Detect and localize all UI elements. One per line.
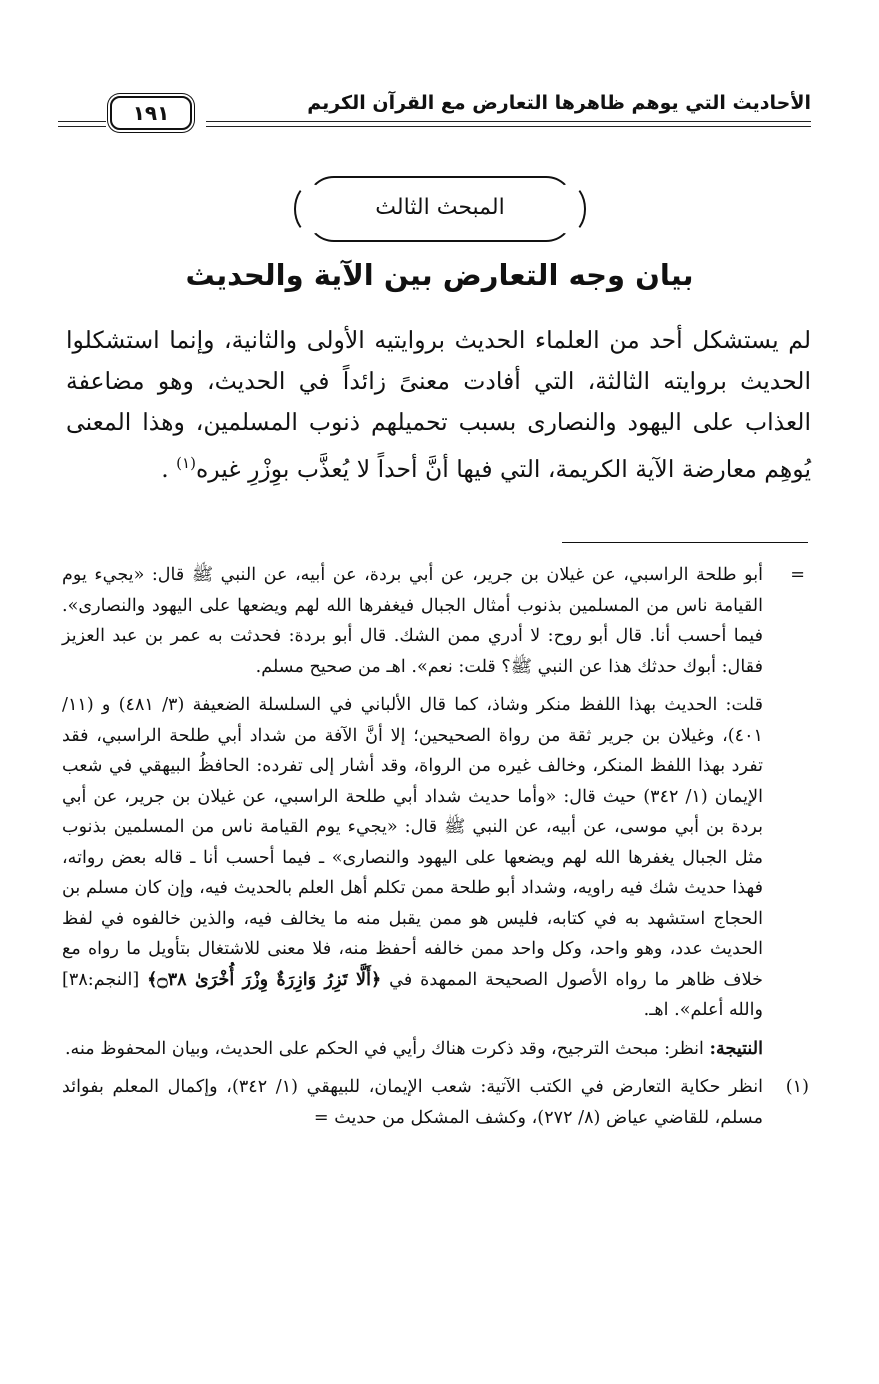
result-text: انظر: مبحث الترجيح، وقد ذكرت هناك رأيي في الحكم على الحديث، وبيان المحفوظ منه. bbox=[64, 1038, 704, 1059]
running-header bbox=[96, 92, 811, 132]
footnotes bbox=[62, 560, 811, 1133]
footnote-number: (١) bbox=[785, 1077, 809, 1097]
header-rule-left bbox=[58, 121, 106, 127]
page-number: ١٩١ bbox=[110, 96, 192, 130]
header-rule bbox=[206, 121, 811, 127]
result-label: النتيجة: bbox=[709, 1037, 763, 1059]
footnote-1 bbox=[62, 1072, 811, 1133]
footnote-separator bbox=[562, 542, 808, 543]
body-end: . bbox=[161, 454, 169, 483]
section-cartouche: المبحث الثالث bbox=[306, 176, 574, 242]
continuation-text: أبو طلحة الراسبي، عن غيلان بن جرير، عن أبي بردة، عن أبيه، عن النبي ﷺ قال: «يجيء يوم القيامة ناس من المسلمين بذنوب أمثال الجبال فيغفرها الله لهم ويضعها على اليهود والنصارى». فيما أحسب أنا. قال أبو روح: لا أدري ممن الشك. قال أبو بردة: فحدثت به عمر بن عبد العزيز فقال: أبوك حدثك هذا عن النبي ﷺ؟ قلت: نعم». اهـ من صحيح مسلم. bbox=[62, 565, 763, 677]
commentary-end: [النجم:٣٨] والله أعلم». اهـ. bbox=[62, 969, 763, 1020]
body-paragraph bbox=[66, 320, 811, 490]
footnote-commentary bbox=[62, 690, 811, 1026]
footnote-continuation bbox=[62, 560, 811, 682]
continuation-marker: = bbox=[790, 565, 805, 585]
quran-verse: ﴿أَلَّا تَزِرُ وَازِرَةٌ وِزْرَ أُخْرَىٰ ۝٣٨﴾ bbox=[147, 968, 382, 990]
body-text: لم يستشكل أحد من العلماء الحديث بروايتيه الأولى والثانية، وإنما استشكلوا الحديث بروايته الثالثة، التي أفادت معنىً زائداً في الحديث، وهو مضاعفة العذاب على اليهود والنصارى بسبب تحميلهم ذنوب المسلمين، وهذا المعنى يُوهِم معارضة الآية الكريمة، التي فيها أنَّ أحداً لا يُعذَّب بوِزْرِ غيره bbox=[66, 326, 811, 483]
footnote-text: انظر حكاية التعارض في الكتب الآتية: شعب الإيمان، للبيهقي (١/ ٣٤٢)، وإكمال المعلم بفوائد مسلم، للقاضي عياض (٨/ ٢٧٢)، وكشف المشكل من حديث = bbox=[62, 1077, 763, 1128]
header-title: الأحاديث التي يوهم ظاهرها التعارض مع القرآن الكريم bbox=[307, 92, 811, 114]
commentary-text: قلت: الحديث بهذا اللفظ منكر وشاذ، كما قال الألباني في السلسلة الضعيفة (٣/ ٤٨١) و (١١/ ٤٠١)، وغيلان بن جرير ثقة من رواة الصحيحين؛ إلا أنَّ الآفة من شداد أبي طلحة الراسبي، فقد تفرد بهذا اللفظ المنكر، وخالف غيره من الرواة، وقد أشار إلى تفرده: الحافظُ البيهقي في شعب الإيمان (١/ ٣٤٢) حيث قال: «وأما حديث شداد أبي طلحة الراسبي، عن غيلان بن جرير، عن أبي بردة بن أبي موسى، عن أبيه، عن النبي ﷺ قال: «يجيء يوم القيامة ناس من المسلمين بذنوب مثل الجبال يغفرها الله لهم ويضعها على اليهود والنصارى» ـ فيما أحسب أنا ـ قاله بعض رواته، فهذا حديث شك فيه راويه، وشداد أبو طلحة ممن تكلم أهل العلم بالحديث فيه، وإن كان مسلم بن الحجاج استشهد به في كتابه، فليس هو ممن يقبل منه ما يخالف فيه، والذين خالفوه في لفظ الحديث عدد، وهو واحد، وكل واحد ممن خالفه أحفظ منه، فلا معنى للاشتغال بتأويل ما رواه مع خلاف ظاهر ما رواه الأصول الصحيحة الممهدة في bbox=[62, 695, 764, 990]
footnote-reference[interactable]: (١) bbox=[176, 454, 196, 472]
footnote-result bbox=[62, 1034, 811, 1065]
section-heading: بيان وجه التعارض بين الآية والحديث bbox=[185, 258, 694, 292]
